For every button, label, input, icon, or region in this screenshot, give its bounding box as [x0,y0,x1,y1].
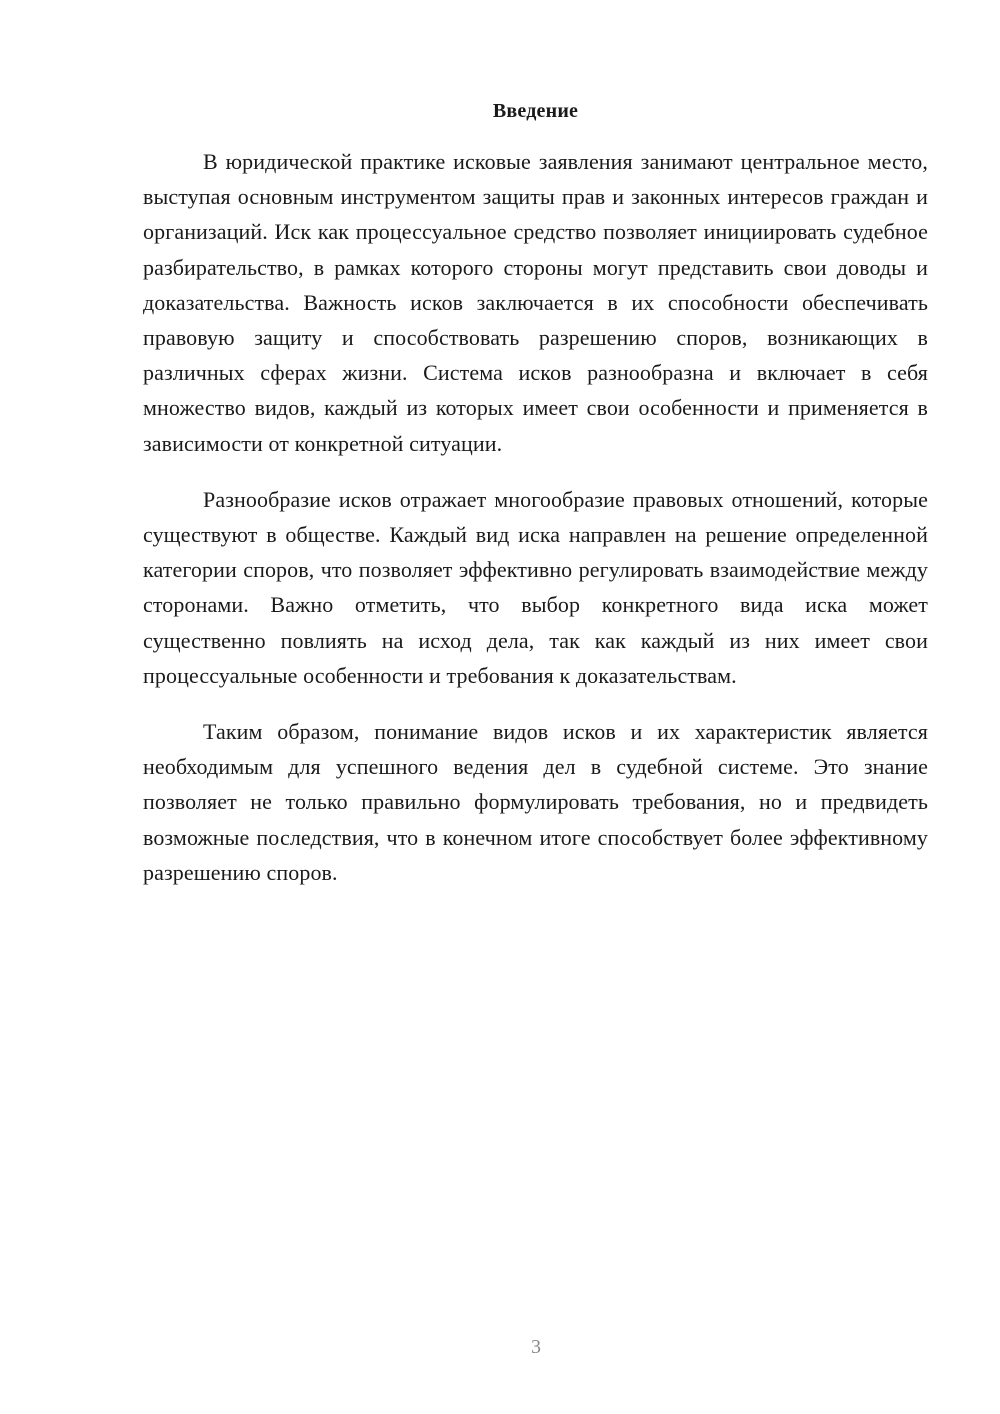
section-heading: Введение [492,100,579,122]
page-number: 3 [531,1336,541,1358]
paragraph-3: Таким образом, понимание видов исков и их характеристик является необходимым для успешного ведения дел в судебной системе. Это знание позволяет не только правильно формулировать требования, но и предвидеть возможные последствия, что в конечном итоге способствует более эффективному разрешению споров. [143,719,928,885]
paragraph-2: Разнообразие исков отражает многообразие правовых отношений, которые существуют в обществе. Каждый вид иска направлен на решение определенной категории споров, что позволяет эффективно регулировать взаимодействие между сторонами. Важно отметить, что выбор конкретного вида иска может существенно повлиять на исход дела, так как каждый из них имеет свои процессуальные особенности и требования к доказательствам. [143,486,928,688]
page-content [143,96,928,911]
paragraph-1: В юридической практике исковые заявления занимают центральное место, выступая основным инструментом защиты прав и законных интересов граждан и организаций. Иск как процессуальное средство позволяет инициировать судебное разбирательство, в рамках которого стороны могут представить свои доводы и доказательства. Важность исков заключается в их способности обеспечивать правовую защиту и способствовать разрешению споров, возникающих в различных сферах жизни. Система исков разнообразна и включает в себя множество видов, каждый из которых имеет свои особенности и применяется в зависимости от конкретной ситуации. [143,149,928,456]
